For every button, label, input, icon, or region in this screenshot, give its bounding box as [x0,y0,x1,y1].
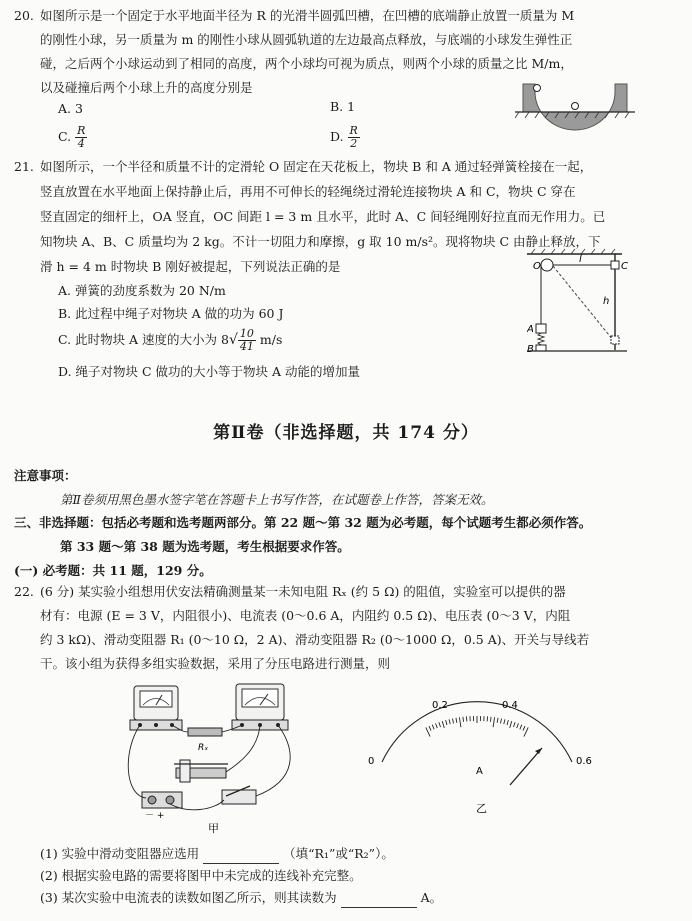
block-C-final [611,336,619,344]
part-three-heading: 三、非选择题：包括必考题和选考题两部分。第 22 题～第 32 题为必考题，每个试题考生都必须作答。 [14,515,592,530]
label-A: A [527,324,534,335]
semicircle-groove-figure [515,78,635,138]
dial-arc [382,702,572,762]
answer-blank-1[interactable] [203,851,279,864]
question-text-line: (6 分) 某实验小组想用伏安法精确测量某一未知电阻 Rₓ (约 5 Ω) 的阻值，实验室可以提供的器 [40,584,566,599]
label-l: l [579,254,582,265]
sub-question-3: (3) 某次实验中电流表的读数如图乙所示，则其读数为 A。 [40,888,442,908]
caption-jia: 甲 [208,822,219,835]
question-text-line: 的刚性小球，另一质量为 m 的刚性小球从圆弧轨道的左边最高点释放，与底端的小球发生弹性正 [40,32,573,47]
option-b: B. 此过程中绳子对物块 A 做的功为 60 J [58,306,284,321]
unit-label: A [476,766,483,777]
option-c: C. $\frac{R}{4}$ [58,124,86,150]
dial-tick [523,726,525,731]
notice-title: 注意事项： [14,468,77,483]
tick-label-0-2: 0.2 [432,700,448,711]
resistor-rx [188,728,222,736]
pulley-figure [527,248,637,358]
meter-needle [510,748,542,785]
dial-tick [493,717,494,727]
label-rx: Rₓ [198,743,209,753]
dial-tick [517,723,519,728]
block-B [536,345,546,351]
ammeter-dial-figure [360,690,600,825]
tick-label-0-4: 0.4 [502,700,518,711]
question-text-line: 如图所示，一个半径和质量不计的定滑轮 O 固定在天花板上，物块 B 和 A 通过轻弹簧栓接在一起， [40,159,593,174]
dial-tick [497,718,498,723]
question-number: 21. [14,159,34,174]
dial-tick [463,717,464,722]
dial-tick [436,723,438,728]
pulley-wheel [541,259,553,271]
ball-m [534,85,541,92]
label-h: h [603,296,610,307]
option-a: A. 弹簧的劲度系数为 20 N/m [58,283,226,298]
dial-tick [507,720,508,725]
dial-tick [510,721,512,728]
tick-label-0: 0 [368,756,375,767]
sub-question-1: (1) 实验中滑动变阻器应选用 （填“R₁”或“R₂”）。 [40,844,394,864]
caption-yi: 乙 [476,802,487,815]
dial-tick [514,722,516,727]
option-c: C. 此时物块 A 速度的大小为 8√ $\frac{10}{41}$ m/s [58,327,283,353]
dial-tick [524,727,528,736]
dial-tick [439,722,441,727]
question-text-line: 竖直固定的细杆上，OA 竖直，OC 间距 l = 3 m 且水平，此时 A、C 间轻绳刚好拉直而无作用力。已 [40,209,606,224]
question-text-line: 约 3 kΩ)、滑动变阻器 R₁ (0～10 Ω，2 A)、滑动变阻器 R₂ (0～1000 Ω，0.5 A)、开关与导线若 [40,632,590,647]
question-number: 22. [14,584,34,599]
dial-tick [429,726,431,731]
dial-tick [452,719,453,724]
tick-label-0-6: 0.6 [576,756,592,767]
svg-text:－ +: － + [145,811,165,821]
dial-tick [490,717,491,722]
question-text-line: 如图所示是一个固定于水平地面半径为 R 的光滑半圆弧凹槽，在凹槽的底端静止放置一质量为 M [40,8,575,23]
spring [538,333,544,345]
question-text-line: 滑 h = 4 m 时物块 B 刚好被提起，下列说法正确的是 [40,259,341,274]
option-d: D. 绳子对物块 C 做功的大小等于物块 A 动能的增加量 [58,364,361,379]
question-text-line: 知物块 A、B、C 质量均为 2 kg。不计一切阻力和摩擦，g 取 10 m/s²。现将物块 C 由静止释放，下 [40,234,601,249]
ball-M [572,103,579,110]
dial-tick [520,725,522,730]
dial-tick [442,721,444,728]
question-text-line: 以及碰撞后两个小球上升的高度分别是 [40,80,253,95]
block-A [536,324,546,333]
question-text-line: 干。该小组为获得多组实验数据，采用了分压电路进行测量，则 [40,656,391,671]
question-text-line: 竖直放置在水平地面上保持静止后，再用不可伸长的轻绳绕过滑轮连接物块 A 和 C，物块 C 穿在 [40,184,576,199]
circuit-apparatus-figure [118,680,308,835]
question-number: 20. [14,8,34,23]
question-text-line: 材有：电源 (E = 3 V，内阻很小)、电流表 (0～0.6 A，内阻约 0.5 Ω)、电压表 (0～3 V，内阻 [40,608,571,623]
dial-tick [504,719,505,724]
dial-tick [449,719,450,724]
required-section-heading: (一) 必考题：共 11 题，129 分。 [14,563,212,578]
sub-question-2: (2) 根据实验电路的需要将图甲中未完成的连线补充完整。 [40,868,362,883]
dial-tick [456,718,457,723]
notice-body: 第Ⅱ卷须用黑色墨水签字笔在答题卡上书写作答，在试题卷上作答，答案无效。 [60,492,494,507]
label-B: B [527,344,534,355]
dial-tick [432,725,434,730]
label-C: C [621,261,628,272]
dial-tick [500,719,501,724]
option-b: B. 1 [330,99,356,114]
block-C [611,261,619,269]
section-title: 第Ⅱ卷（非选择题，共 174 分） [213,423,479,443]
answer-blank-3[interactable] [341,895,417,908]
dial-tick [459,717,460,727]
option-d: D. $\frac{R}{2}$ [330,124,358,150]
option-a: A. 3 [58,101,83,116]
label-O: O [533,261,541,272]
dial-tick [446,720,447,725]
part-three-subheading: 第 33 题～第 38 题为选考题，考生根据要求作答。 [60,539,350,554]
dial-tick [426,727,430,736]
switch-icon [222,790,256,804]
question-text-line: 碰，之后两个小球运动到了相同的高度，两个小球均可视为质点，则两个小球的质量之比 M/m， [40,56,573,71]
